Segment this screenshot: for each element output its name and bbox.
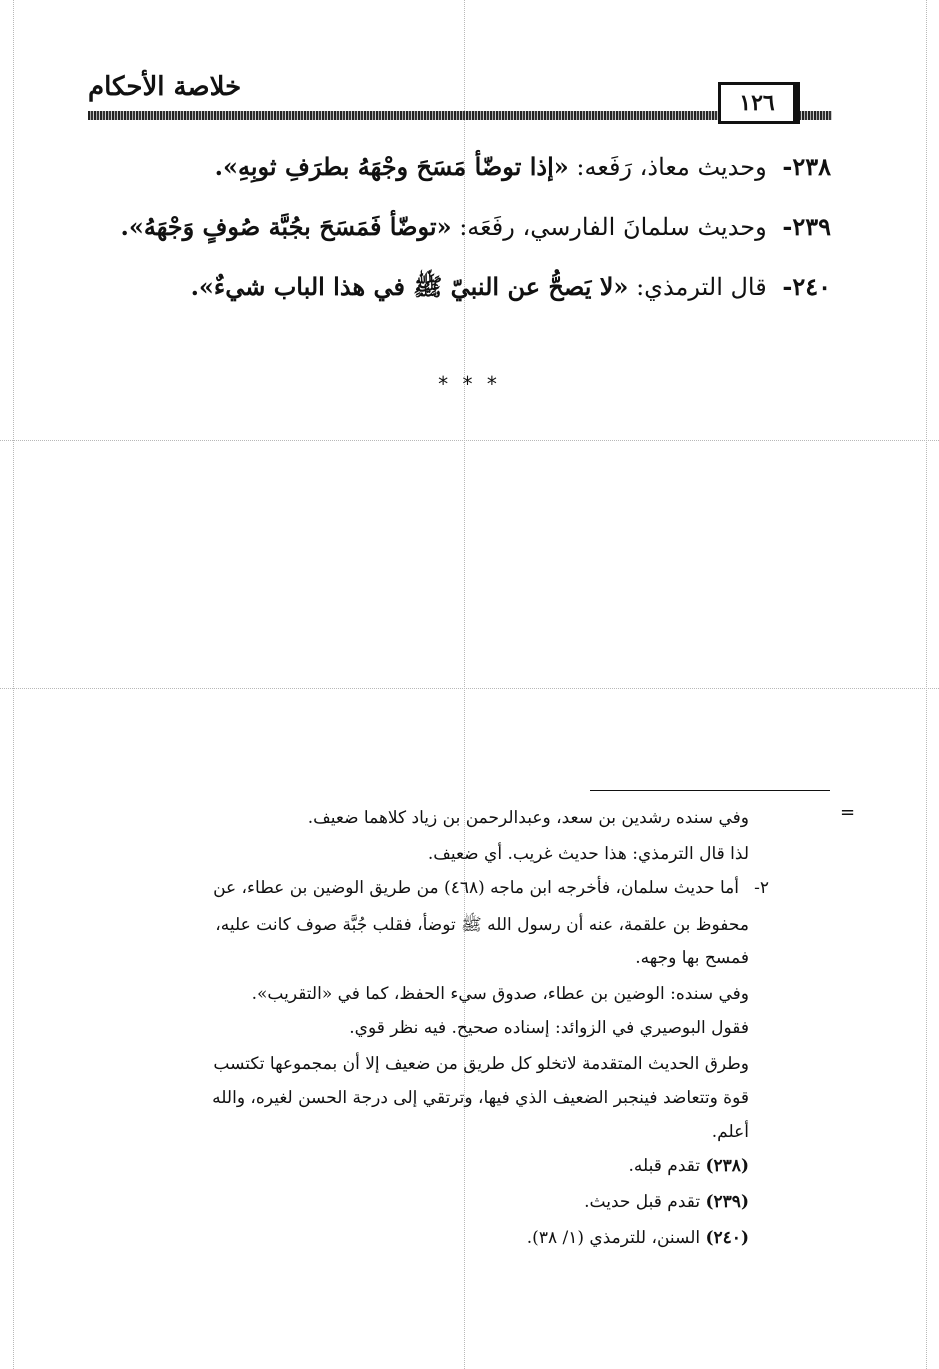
scan-guide [0,688,939,689]
hadith-line [111,212,831,241]
footnote-line: فمسح بها وجهه. [635,948,749,968]
footnote-rule [590,790,830,791]
footnote-line: فقول البوصيري في الزوائد: إسناده صحيح. فيه نظر قوي. [349,1018,749,1038]
footnote-line: لذا قال الترمذي: هذا حديث غريب. أي ضعيف. [427,844,749,864]
footnote-line: وفي سنده: الوضين بن عطاء، صدوق سيء الحفظ، كما في «التقريب». [251,984,749,1004]
footnote-ref-number: (٢٣٩) [705,1192,749,1212]
scan-guide [0,440,939,441]
hadith-line [111,272,831,307]
footnote-reference [249,1228,749,1248]
footnote-line: محفوظ بن علقمة، عنه أن رسول الله ﷺ توضأ، فقلب جُبَّة صوف كانت عليه، [215,915,749,935]
hadith-text: وحديث معاذ، رَفَعه: [576,153,767,181]
hadith-number: ٢٣٨- [782,152,831,181]
footnote-line: قوة وتتعاضد فينجبر الضعيف الذي فيها، وترتقي إلى درجة الحسن لغيره، والله [212,1088,749,1108]
footnote-continuation-mark: = [840,802,856,823]
hadith-number: ٢٣٩- [782,212,831,241]
footnote-ref-number: (٢٣٨) [705,1156,749,1176]
footnote-line: أعلم. [711,1122,749,1142]
section-separator: * * * [438,372,501,396]
footnote-line: وطرق الحديث المتقدمة لاتخلو كل طريق من ضعيف إلا أن بمجموعها تكتسب [213,1054,749,1074]
footnote-ref-text: تقدم قبل حديث. [584,1192,701,1212]
footnote-reference [249,1192,749,1212]
footnote-reference [249,1156,749,1176]
hadith-quote: «إذا توضّأ مَسَحَ وجْهَهُ بطرَفِ ثوبِهِ». [214,152,569,181]
footnote-item-marker: ٢- [754,878,769,898]
footnote-ref-text: السنن، للترمذي (١/ ٣٨). [526,1228,701,1248]
footnote-ref-text: تقدم قبله. [628,1156,701,1176]
footnote-ref-number: (٢٤٠) [705,1228,749,1248]
hadith-text: وحديث سلمانَ الفارسي، رفَعَه: [459,213,767,241]
running-head-title: خلاصة الأحكام [88,72,242,102]
footnote-line: وفي سنده رشدين بن سعد، وعبدالرحمن بن زياد كلاهما ضعيف. [307,808,749,828]
hadith-text: قال الترمذي: [636,273,767,301]
scan-guide [926,0,927,1369]
hadith-quote: «لا يَصحُّ عن النبيّ ﷺ في هذا الباب شيءٌ». [190,272,629,301]
hadith-quote: «توضّأ فَمَسَحَ بجُبَّة صُوفٍ وَجْهَهُ». [120,212,452,241]
hadith-line [111,152,831,181]
scan-guide [13,0,14,1369]
page-number: ١٢٦ [718,82,800,124]
footnote-line: أما حديث سلمان، فأخرجه ابن ماجه (٤٦٨) من طريق الوضين بن عطاء، عن [213,878,739,898]
hadith-number: ٢٤٠- [782,272,831,301]
